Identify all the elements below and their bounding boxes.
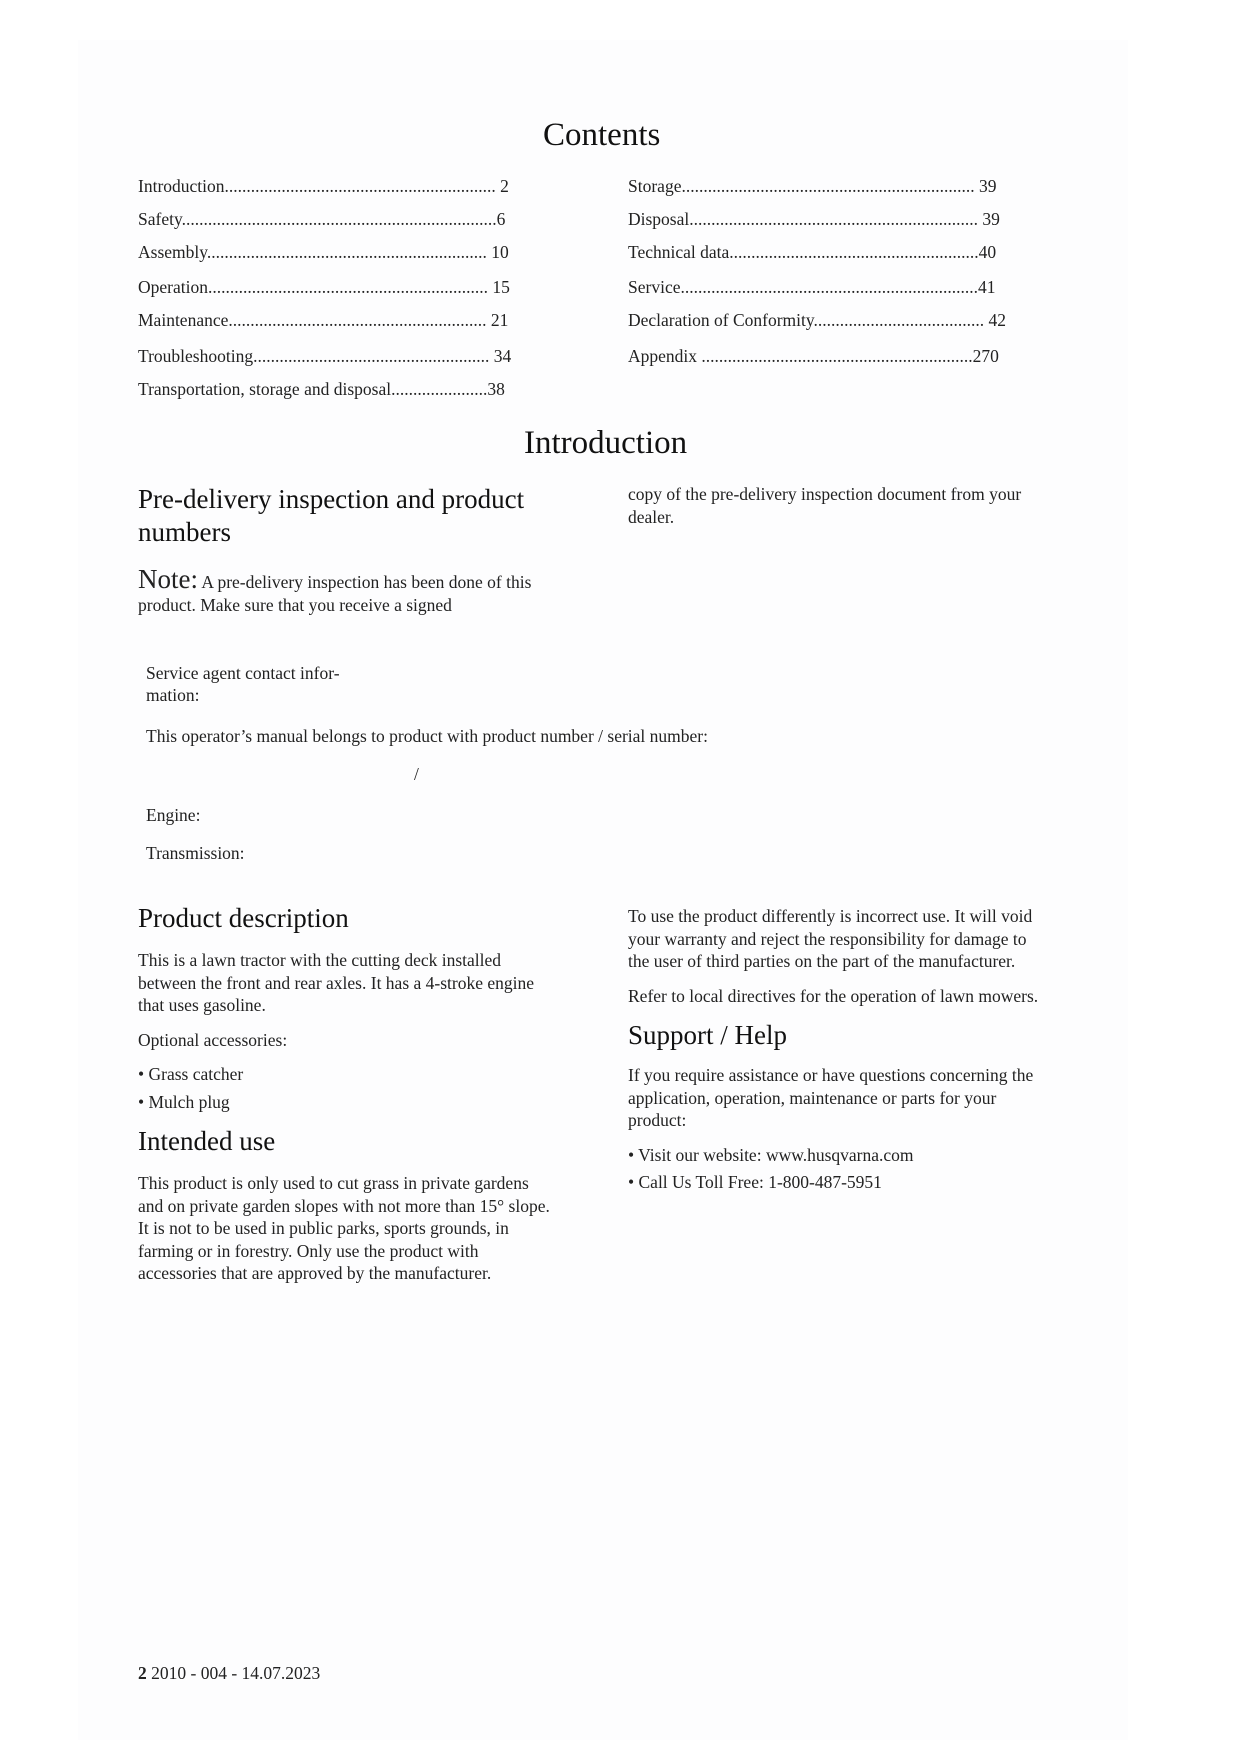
phone-link[interactable]: • Call Us Toll Free: 1-800-487-5951 (628, 1172, 882, 1192)
intended-use-text: This product is only used to cut grass in private gardens and on private garden slopes with not more than 15° slope. It is not to be used in public parks, sports grounds, in farming or in forestry. Only use the product with accessories that are approved by the manufacturer. (138, 1173, 550, 1283)
predelivery-heading: Pre-delivery inspection and product numbers (138, 484, 525, 547)
toc-entry[interactable]: Maintenance........................................................... 21 (138, 312, 509, 330)
list-item: • Mulch plug (138, 1091, 230, 1112)
list-item: • Grass catcher (138, 1064, 244, 1084)
incorrect-use-text: To use the product differently is incorrect use. It will void your warranty and reject the responsibility for damage to the user of third parties on the part of the manufacturer. (628, 906, 1033, 971)
note-text: A pre-delivery inspection has been done of this product. Make sure that you receive a signed (138, 572, 532, 615)
predelivery-continued: copy of the pre-delivery inspection document from your dealer. (628, 484, 1022, 527)
introduction-title: Introduction (524, 425, 688, 461)
document-info: 2010 - 004 - 14.07.2023 (146, 1663, 321, 1683)
website-link[interactable]: • Visit our website: www.husqvarna.com (628, 1144, 914, 1165)
page-footer (138, 1663, 320, 1684)
intended-use-heading: Intended use (138, 1126, 276, 1156)
toc-entry[interactable]: Operation................................................................ 15 (138, 279, 510, 297)
contents-title: Contents (543, 117, 661, 153)
left-column (138, 902, 553, 1297)
toc-entry[interactable]: Transportation, storage and disposal......................38 (138, 381, 505, 399)
optional-accessories-label: Optional accessories: (138, 1029, 288, 1050)
serial-separator: / (414, 764, 419, 784)
toc-entry[interactable]: Troubleshooting...................................................... 34 (138, 348, 512, 366)
support-text: If you require assistance or have questions concerning the application, operation, maintenance or parts for your product: (628, 1065, 1034, 1130)
service-agent-label: Service agent contact infor-mation: (146, 663, 340, 705)
local-directives-text: Refer to local directives for the operation of lawn mowers. (628, 985, 1039, 1006)
toc-entry[interactable]: Technical data.........................................................40 (628, 244, 997, 262)
engine-label: Engine: (146, 805, 201, 825)
support-heading: Support / Help (628, 1020, 787, 1050)
transmission-label: Transmission: (146, 843, 245, 863)
toc-entry[interactable]: Introduction.............................................................. 2 (138, 178, 509, 196)
toc-entry[interactable]: Disposal.................................................................. 39 (628, 211, 1000, 229)
product-description-text: This is a lawn tractor with the cutting deck installed between the front and rear axles. It has a 4-stroke engine that uses gasoline. (138, 950, 535, 1015)
note-label: Note: (138, 564, 198, 594)
toc-entry[interactable]: Appendix ..............................................................270 (628, 348, 999, 366)
toc-entry[interactable]: Safety........................................................................6 (138, 211, 506, 229)
predelivery-note (138, 564, 558, 616)
toc-entry[interactable]: Assembly................................................................ 10 (138, 244, 509, 262)
page-number: 2 (138, 1663, 147, 1683)
toc-entry[interactable]: Service....................................................................41 (628, 279, 996, 297)
toc-entry[interactable]: Storage................................................................... 39 (628, 178, 997, 196)
toc-entry[interactable]: Declaration of Conformity....................................... 42 (628, 312, 1006, 330)
product-description-heading: Product description (138, 903, 349, 933)
right-column (628, 905, 1048, 1206)
manual-belongs-label: This operator’s manual belongs to product with product number / serial number: (146, 726, 708, 746)
